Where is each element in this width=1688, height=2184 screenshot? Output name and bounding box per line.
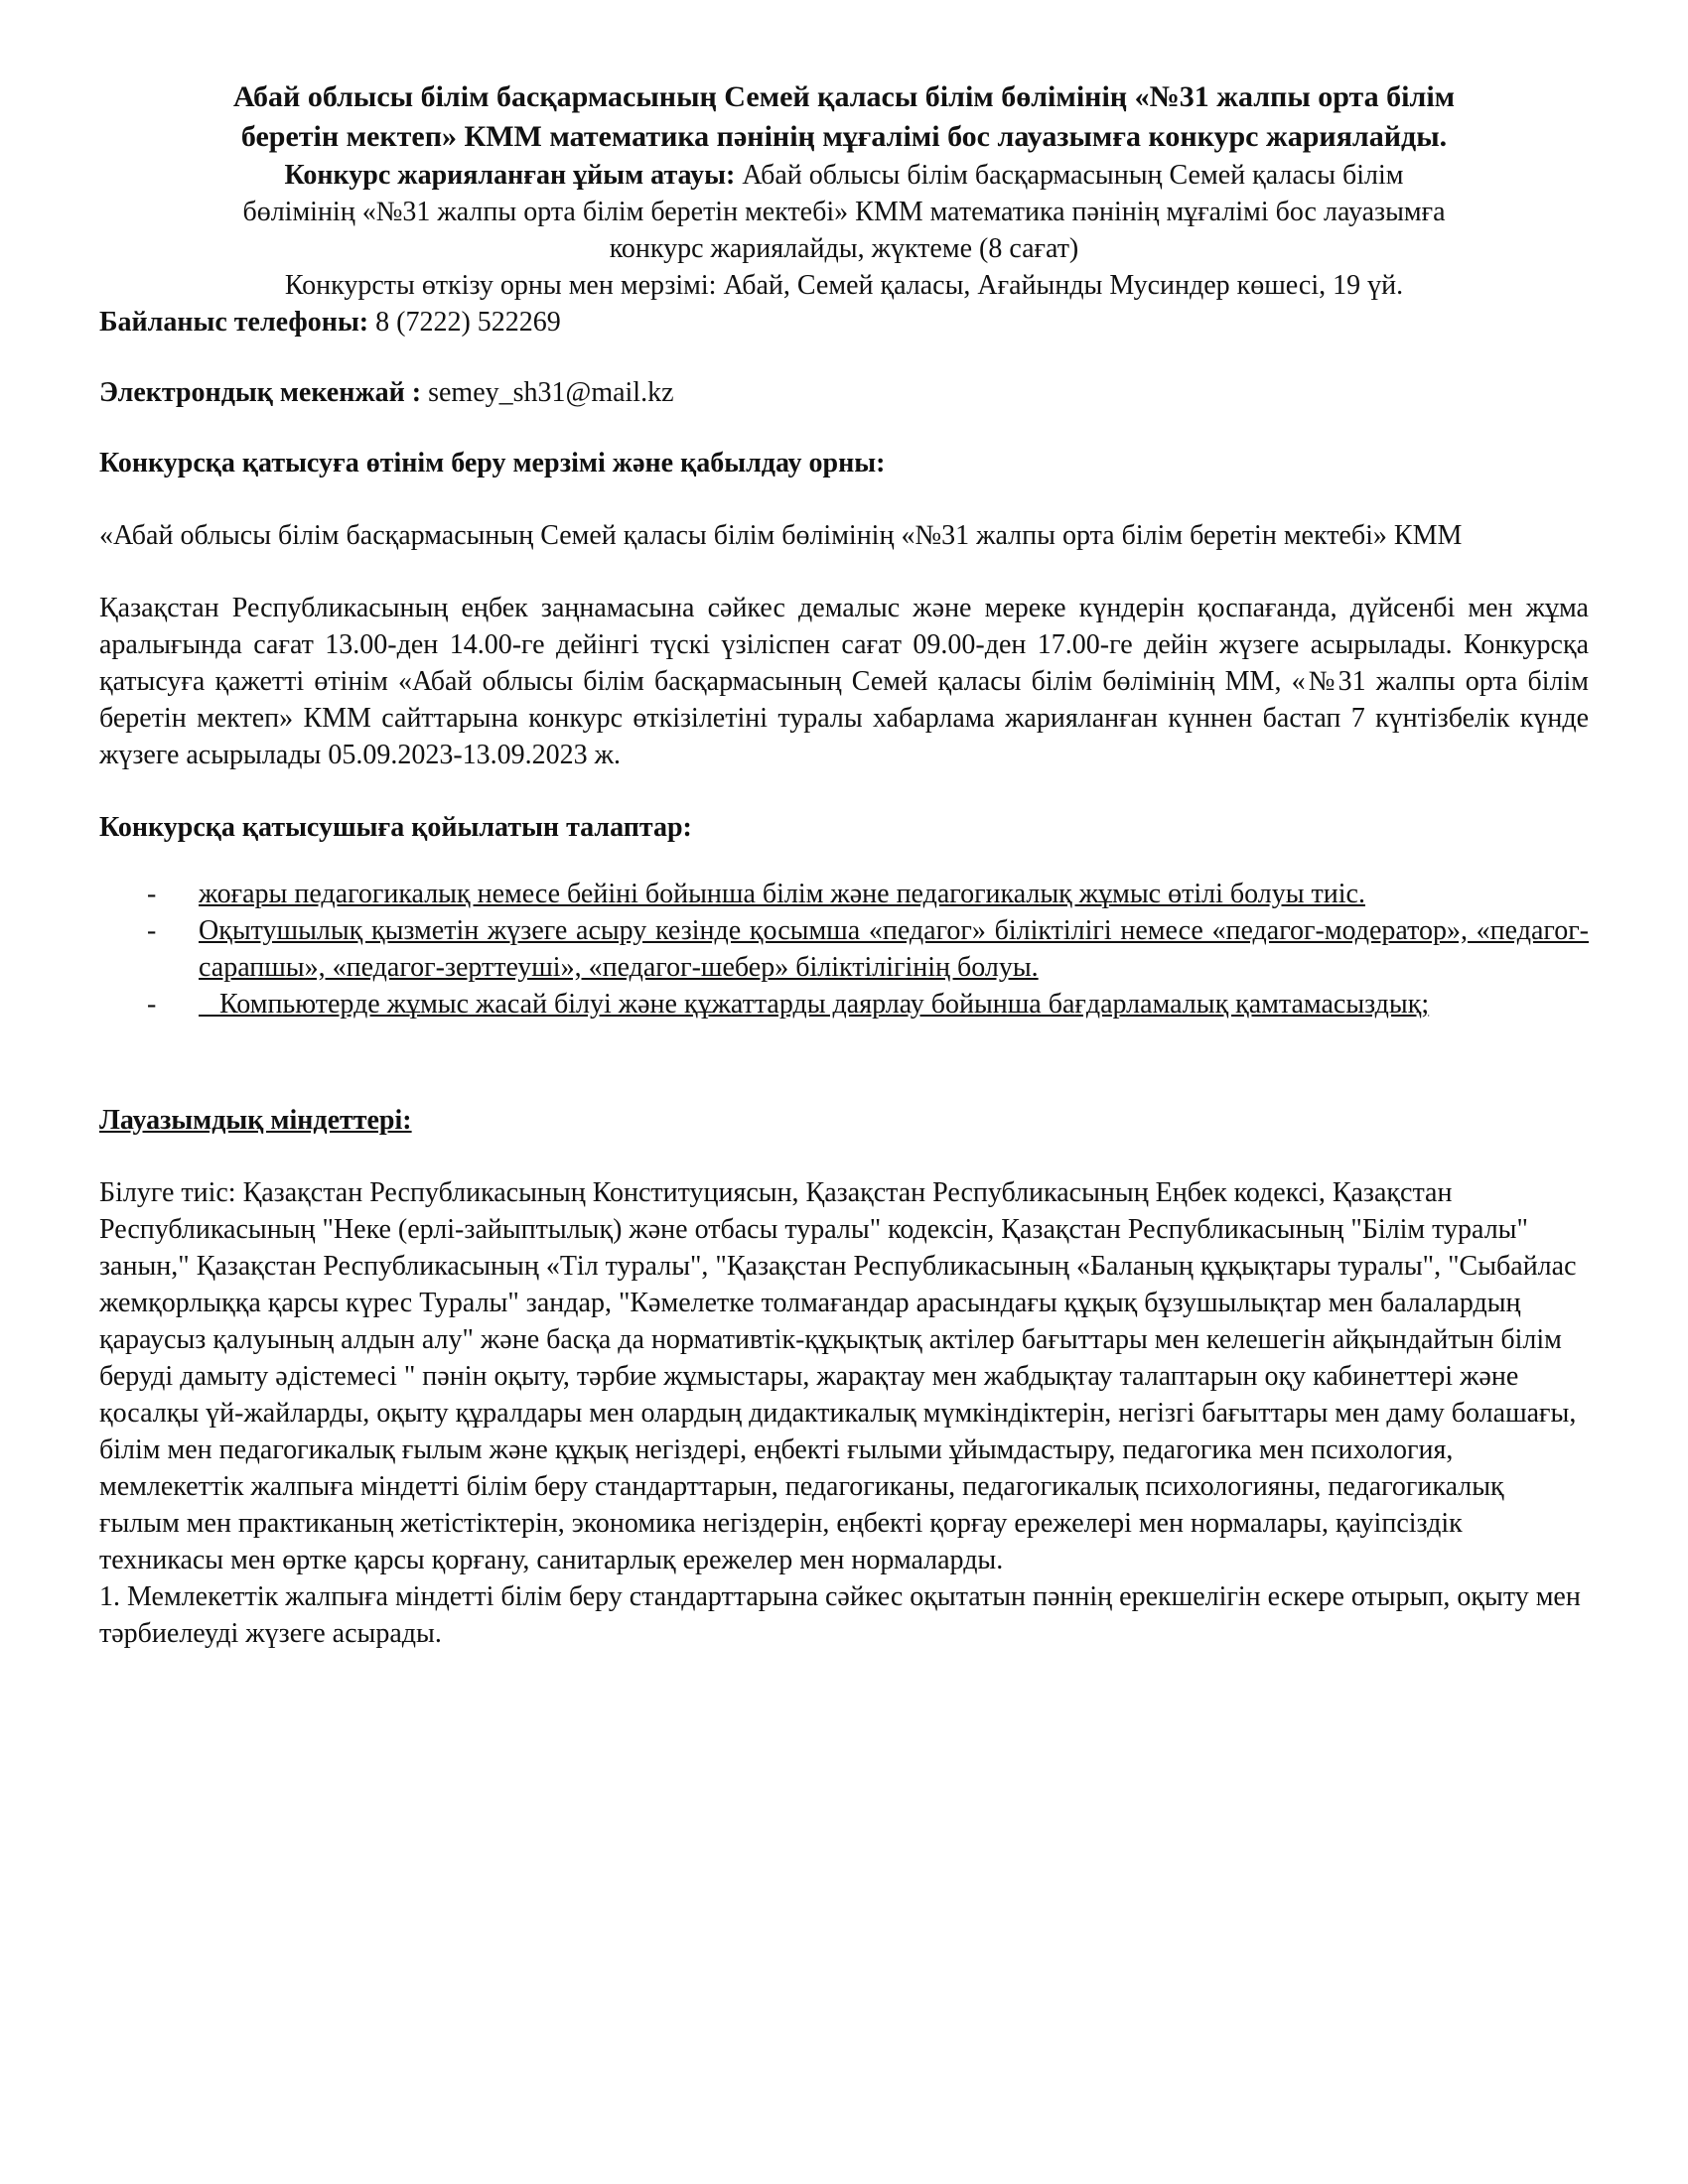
application-schedule: Қазақстан Республикасының еңбек заңнамасына сәйкес демалыс және мереке күндерін қоспағанда, дүйсенбі мен жұма аралығында сағат 13.00-ден 14.00-ге дейінгі түскі үзіліспен сағат 09.00-ден 17.00-ге дейін жүзеге асырылады. Конкурсқа қатысуға қажетті өтінім «Абай облысы білім басқармасының Семей қаласы білім бөлімінің ММ, «№31 жалпы орта білім беретін мектеп» КММ сайттарына конкурс өткізілетіні туралы хабарлама жарияланған күннен бастап 7 күнтізбелік күнде жүзеге асырылады 05.09.2023-13.09.2023 ж. [99,593,1589,770]
duties-heading: Лауазымдық міндеттері: [99,1105,412,1136]
email-line [99,374,1589,411]
requirement-text: Компьютерде жұмыс жасай білуі және құжаттарды даярлау бойынша бағдарламалық қамтамасыздық; [199,989,1430,1020]
requirement-item [99,876,1589,912]
requirements-list [99,876,1589,1023]
duties-knowledge: Білуге тиіс: Қазақстан Республикасының Конституциясын, Қазақстан Республикасының Еңбек кодексі, Қазақстан Республикасының "Неке (ерлі-зайыптылық) және отбасы туралы" кодексін, Қазақстан Республикасының "Білім туралы" занын," Қазақстан Республикасының «Тіл туралы", "Қазақстан Республикасының «Баланың құқықтары туралы", "Сыбайлас жемқорлыққа қарсы күрес Туралы" зандар, "Кәмелетке толмағандар арасындағы құқық бұзушылықтар мен балалардың қараусыз қалуының алдын алу" және басқа да нормативтік-құқықтық актілер бағыттары мен келешегін айқындайтын білім беруді дамыту әдістемесі " пәнін оқыту, тәрбие жұмыстары, жарақтау мен жабдықтау талаптарын оқу кабинеттері және қосалқы үй-жайларды, оқыту құралдары мен олардың дидактикалық мүмкіндіктерін, негізгі бағыттары мен даму болашағы, білім мен педагогикалық ғылым және құқық негіздері, еңбекті ғылыми ұйымдастыру, педагогика мен психология, мемлекеттік жалпыға міндетті білім беру стандарттарын, педагогиканы, педагогикалық психологияны, педагогикалық ғылым мен практиканың жетістіктерін, экономика негіздерін, еңбекті қорғау ережелері мен нормалары, қауіпсіздік техникасы мен өртке қарсы қорғану, санитарлық ережелер мен нормаларды. [99,1177,1577,1575]
email-value: semey_sh31@mail.kz [421,377,674,408]
organization-value-part-3: конкурс жариялайды, жүктеме (8 сағат) [609,233,1079,264]
requirement-item [99,986,1589,1023]
document-title-line-2: беретін мектеп» КММ математика пәнінің мұғалімі бос лауазымға конкурс жариялайды. [240,120,1448,153]
application-heading: Конкурсқа қатысуға өтінім беру мерзімі және қабылдау орны: [99,448,886,478]
phone-label: Байланыс телефоны: [99,307,369,338]
duties-item-1: 1. Мемлекеттік жалпыға міндетті білім беру стандарттарына сәйкес оқытатын пәннің ерекшелігін ескере отырып, оқыту мен тәрбиелеуді жүзеге асырады. [99,1581,1581,1649]
requirements-heading: Конкурсқа қатысушыға қойылатын талаптар: [99,812,692,843]
organization-label: Конкурс жарияланған ұйым атауы: [284,160,736,191]
organization-value-part-2: бөлімінің «№31 жалпы орта білім беретін мектебі» КММ математика пәнінің мұғалімі бос лауазымға [242,197,1446,227]
venue-line: Конкурсты өткізу орны мен мерзімі: Абай, Семей қаласы, Ағайынды Мусиндер көшесі, 19 үй. [284,270,1404,301]
phone-value: 8 (7222) 522269 [368,307,561,338]
application-place: «Абай облысы білім басқармасының Семей қаласы білім бөлімінің «№31 жалпы орта білім беретін мектебі» КММ [99,520,1463,551]
organization-line-1 [99,157,1589,194]
document-title-line-1: Абай облысы білім басқармасының Семей қаласы білім бөлімінің «№31 жалпы орта білім [232,80,1456,113]
requirement-item [99,912,1589,986]
requirement-text: жоғары педагогикалық немесе бейіні бойынша білім және педагогикалық жұмыс өтілі болуы тиіс. [199,879,1365,909]
document-page [99,77,1589,1652]
email-label: Электрондық мекенжай : [99,377,422,408]
requirement-text: Оқытушылық қызметін жүзеге асыру кезінде қосымша «педагог» біліктілігі немесе «педагог-модератор», «педагог-сарапшы», «педагог-зерттеуші», «педагог-шебер» біліктілігінің болуы. [199,915,1589,983]
phone-line [99,304,1589,341]
list-bullet: - [147,879,157,909]
list-bullet: - [147,915,157,946]
list-bullet: - [147,989,157,1020]
organization-value-part-1: Абай облысы білім басқармасының Семей қаласы білім [735,160,1404,191]
